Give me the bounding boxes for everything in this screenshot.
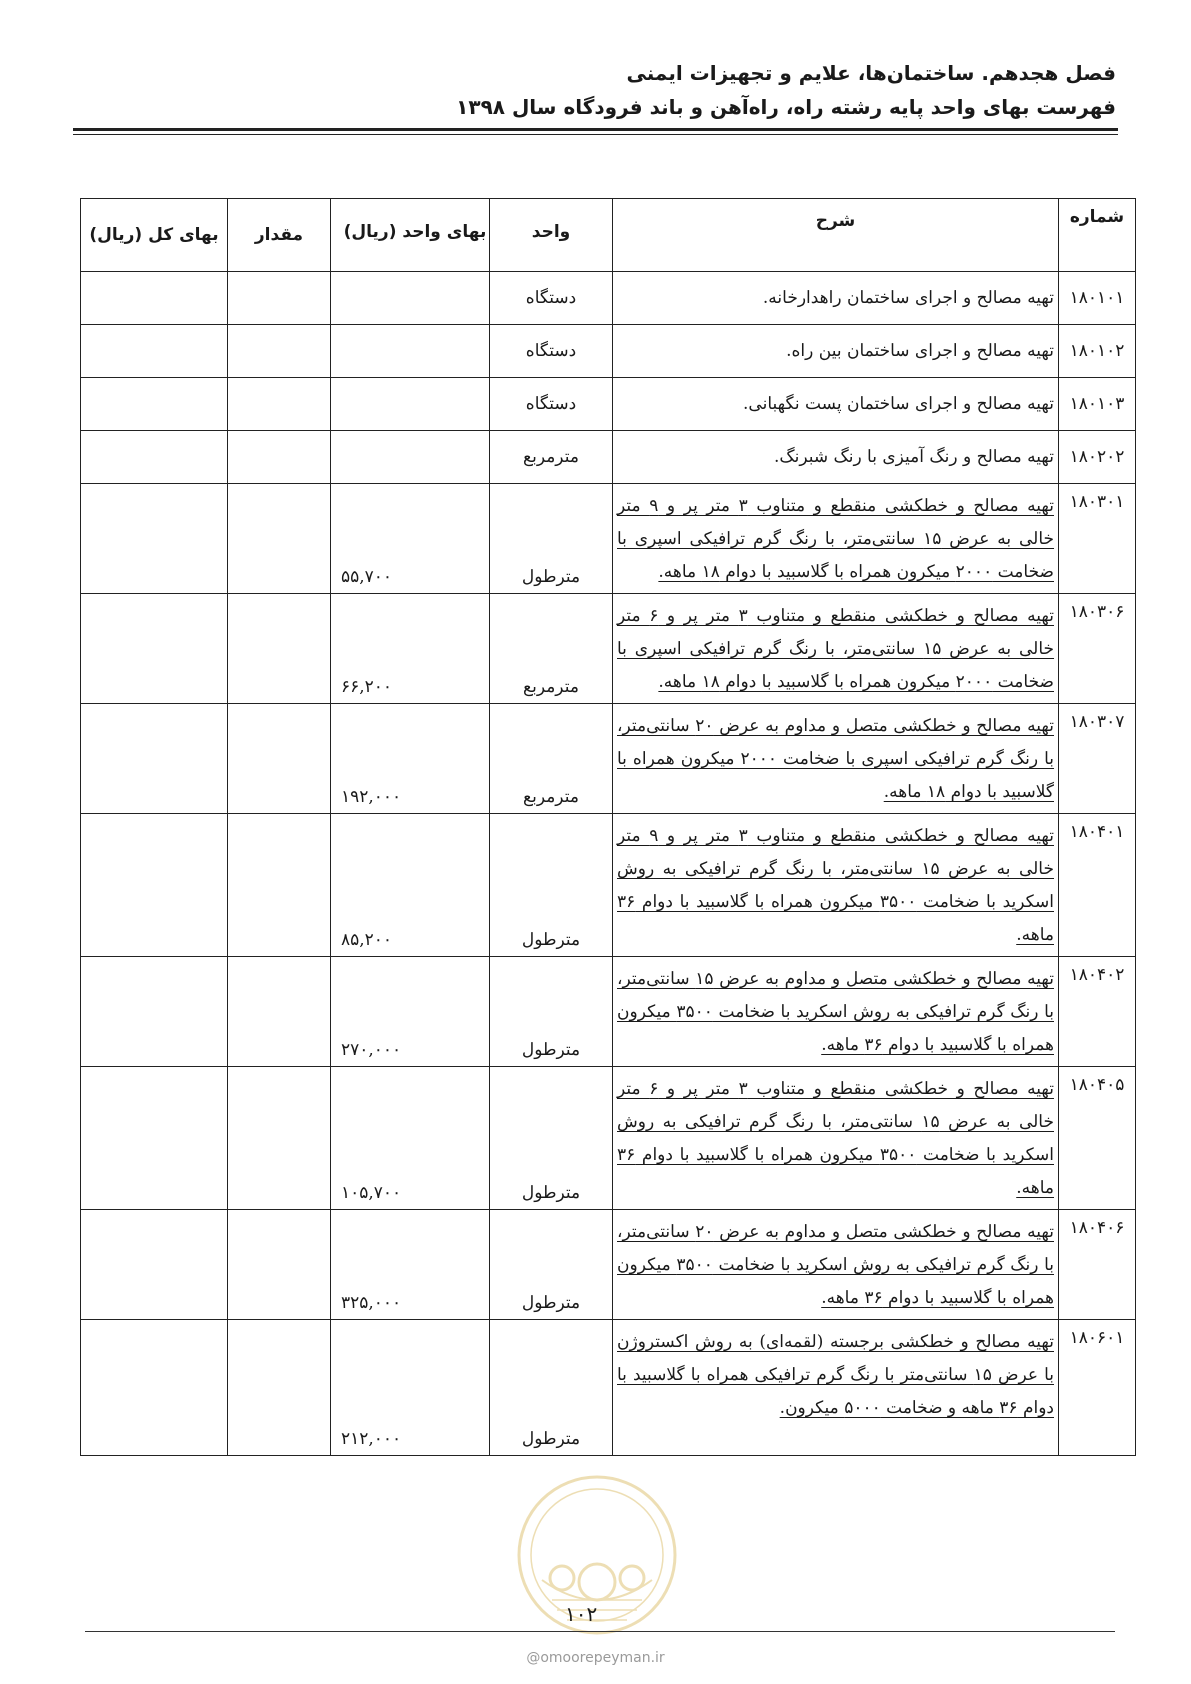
row-unit-price: ۶۶,۲۰۰ — [331, 594, 490, 704]
row-total-price — [81, 484, 228, 594]
row-total-price — [81, 325, 228, 378]
row-total-price — [81, 957, 228, 1067]
row-description: تهیه مصالح و اجرای ساختمان راهدارخانه. — [613, 272, 1059, 325]
row-total-price — [81, 378, 228, 431]
row-code: ۱۸۰۴۰۶ — [1059, 1210, 1136, 1320]
row-quantity — [228, 1320, 331, 1456]
col-header-description: شرح — [613, 199, 1059, 272]
table-row — [81, 957, 1136, 1067]
row-unit-price — [331, 325, 490, 378]
row-unit: مترمربع — [490, 704, 613, 814]
row-description — [613, 1067, 1059, 1210]
row-description — [613, 704, 1059, 814]
row-description — [613, 1210, 1059, 1320]
row-total-price — [81, 814, 228, 957]
row-unit: مترطول — [490, 957, 613, 1067]
table-row — [81, 1210, 1136, 1320]
row-quantity — [228, 1067, 331, 1210]
row-code: ۱۸۰۲۰۲ — [1059, 431, 1136, 484]
row-description — [613, 814, 1059, 957]
list-title: فهرست بهای واحد پایه رشته راه، راه‌آهن و باند فرودگاه سال ۱۳۹۸ — [456, 95, 1116, 119]
table-row — [81, 484, 1136, 594]
chapter-title: فصل هجدهم. ساختمان‌ها، علایم و تجهیزات ایمنی — [626, 61, 1116, 85]
table-row — [81, 272, 1136, 325]
row-quantity — [228, 272, 331, 325]
watermark-text: @omoorepeyman.ir — [526, 1650, 665, 1666]
row-unit: مترطول — [490, 1320, 613, 1456]
row-description-text: تهیه مصالح و خطکشی برجسته (لقمه‌ای) به روش اکستروژن با عرض ۱۵ سانتی‌متر با رنگ گرم ترافیکی همراه با گلاسبید با دوام ۳۶ ماهه و ضخامت ۵۰۰۰ میکرون. — [617, 1332, 1054, 1418]
row-quantity — [228, 431, 331, 484]
col-header-total-price: بهای کل (ریال) — [81, 199, 228, 272]
table-row — [81, 431, 1136, 484]
row-code: ۱۸۰۶۰۱ — [1059, 1320, 1136, 1456]
row-quantity — [228, 325, 331, 378]
row-unit-price — [331, 431, 490, 484]
row-unit-price — [331, 378, 490, 431]
col-header-quantity: مقدار — [228, 199, 331, 272]
row-total-price — [81, 1320, 228, 1456]
row-unit-price: ۲۱۲,۰۰۰ — [331, 1320, 490, 1456]
row-quantity — [228, 378, 331, 431]
row-unit: دستگاه — [490, 378, 613, 431]
row-total-price — [81, 704, 228, 814]
row-unit: مترطول — [490, 1210, 613, 1320]
table-row — [81, 814, 1136, 957]
row-unit-price: ۵۵,۷۰۰ — [331, 484, 490, 594]
row-description-text: تهیه مصالح و خطکشی متصل و مداوم به عرض ۱۵ سانتی‌متر، با رنگ گرم ترافیکی به روش اسکرید با ضخامت ۳۵۰۰ میکرون همراه با گلاسبید با دوام ۳۶ ماهه. — [617, 969, 1054, 1055]
row-unit: مترمربع — [490, 594, 613, 704]
row-code: ۱۸۰۱۰۱ — [1059, 272, 1136, 325]
row-description — [613, 484, 1059, 594]
row-unit-price — [331, 272, 490, 325]
row-unit: مترطول — [490, 1067, 613, 1210]
row-description-text: تهیه مصالح و خطکشی منقطع و متناوب ۳ متر پر و ۹ متر خالی به عرض ۱۵ سانتی‌متر، با رنگ گرم ترافیکی به روش اسکرید با ضخامت ۳۵۰۰ میکرون همراه با گلاسبید با دوام ۳۶ ماهه. — [617, 826, 1054, 945]
row-code: ۱۸۰۱۰۳ — [1059, 378, 1136, 431]
row-description — [613, 1320, 1059, 1456]
table-row — [81, 1320, 1136, 1456]
page-number: ۱۰۲ — [565, 1602, 598, 1626]
row-description-text: تهیه مصالح و خطکشی منقطع و متناوب ۳ متر پر و ۶ متر خالی به عرض ۱۵ سانتی‌متر، با رنگ گرم ترافیکی به روش اسکرید با ضخامت ۳۵۰۰ میکرون همراه با گلاسبید با دوام ۳۶ ماهه. — [617, 1079, 1054, 1198]
row-code: ۱۸۰۴۰۵ — [1059, 1067, 1136, 1210]
table-row — [81, 1067, 1136, 1210]
col-header-unit-price: بهای واحد (ریال) — [331, 199, 490, 272]
row-total-price — [81, 594, 228, 704]
row-quantity — [228, 957, 331, 1067]
row-description-text: تهیه مصالح و خطکشی متصل و مداوم به عرض ۲۰ سانتی‌متر، با رنگ گرم ترافیکی اسپری با ضخامت ۲۰۰۰ میکرون همراه با گلاسبید با دوام ۱۸ ماهه. — [617, 716, 1055, 802]
row-quantity — [228, 704, 331, 814]
row-quantity — [228, 594, 331, 704]
row-description — [613, 957, 1059, 1067]
header-rule-thick — [73, 128, 1118, 131]
row-unit-price: ۲۷۰,۰۰۰ — [331, 957, 490, 1067]
row-unit: مترمربع — [490, 431, 613, 484]
row-code: ۱۸۰۳۰۶ — [1059, 594, 1136, 704]
row-quantity — [228, 814, 331, 957]
row-quantity — [228, 484, 331, 594]
row-total-price — [81, 1210, 228, 1320]
header-rule-thin — [73, 134, 1118, 135]
row-code: ۱۸۰۳۰۷ — [1059, 704, 1136, 814]
row-total-price — [81, 1067, 228, 1210]
row-code: ۱۸۰۴۰۱ — [1059, 814, 1136, 957]
row-unit: دستگاه — [490, 272, 613, 325]
row-total-price — [81, 431, 228, 484]
table-row — [81, 594, 1136, 704]
table-row — [81, 704, 1136, 814]
col-header-code: شماره — [1059, 199, 1136, 272]
page-header — [71, 58, 1116, 122]
row-unit: مترطول — [490, 484, 613, 594]
row-description-text: تهیه مصالح و خطکشی منقطع و متناوب ۳ متر پر و ۹ متر خالی به عرض ۱۵ سانتی‌متر، با رنگ گرم ترافیکی اسپری با ضخامت ۲۰۰۰ میکرون همراه با گلاسبید با دوام ۱۸ ماهه. — [617, 496, 1055, 582]
row-description-text: تهیه مصالح و خطکشی متصل و مداوم به عرض ۲۰ سانتی‌متر، با رنگ گرم ترافیکی به روش اسکرید با ضخامت ۳۵۰۰ میکرون همراه با گلاسبید با دوام ۳۶ ماهه. — [617, 1222, 1054, 1308]
col-header-unit: واحد — [490, 199, 613, 272]
row-unit-price: ۱۹۲,۰۰۰ — [331, 704, 490, 814]
row-description-text: تهیه مصالح و خطکشی منقطع و متناوب ۳ متر پر و ۶ متر خالی به عرض ۱۵ سانتی‌متر، با رنگ گرم ترافیکی اسپری با ضخامت ۲۰۰۰ میکرون همراه با گلاسبید با دوام ۱۸ ماهه. — [617, 606, 1055, 692]
row-unit-price: ۳۲۵,۰۰۰ — [331, 1210, 490, 1320]
row-total-price — [81, 272, 228, 325]
row-code: ۱۸۰۱۰۲ — [1059, 325, 1136, 378]
row-unit: مترطول — [490, 814, 613, 957]
row-description: تهیه مصالح و اجرای ساختمان پست نگهبانی. — [613, 378, 1059, 431]
price-list-table — [80, 198, 1136, 1456]
row-unit: دستگاه — [490, 325, 613, 378]
row-code: ۱۸۰۳۰۱ — [1059, 484, 1136, 594]
row-description — [613, 594, 1059, 704]
footer-rule — [85, 1631, 1115, 1632]
row-code: ۱۸۰۴۰۲ — [1059, 957, 1136, 1067]
row-description: تهیه مصالح و اجرای ساختمان بین راه. — [613, 325, 1059, 378]
table-header-row — [81, 199, 1136, 272]
table-row — [81, 378, 1136, 431]
row-description: تهیه مصالح و رنگ آمیزی با رنگ شبرنگ. — [613, 431, 1059, 484]
row-quantity — [228, 1210, 331, 1320]
table-row — [81, 325, 1136, 378]
row-unit-price: ۱۰۵,۷۰۰ — [331, 1067, 490, 1210]
row-unit-price: ۸۵,۲۰۰ — [331, 814, 490, 957]
